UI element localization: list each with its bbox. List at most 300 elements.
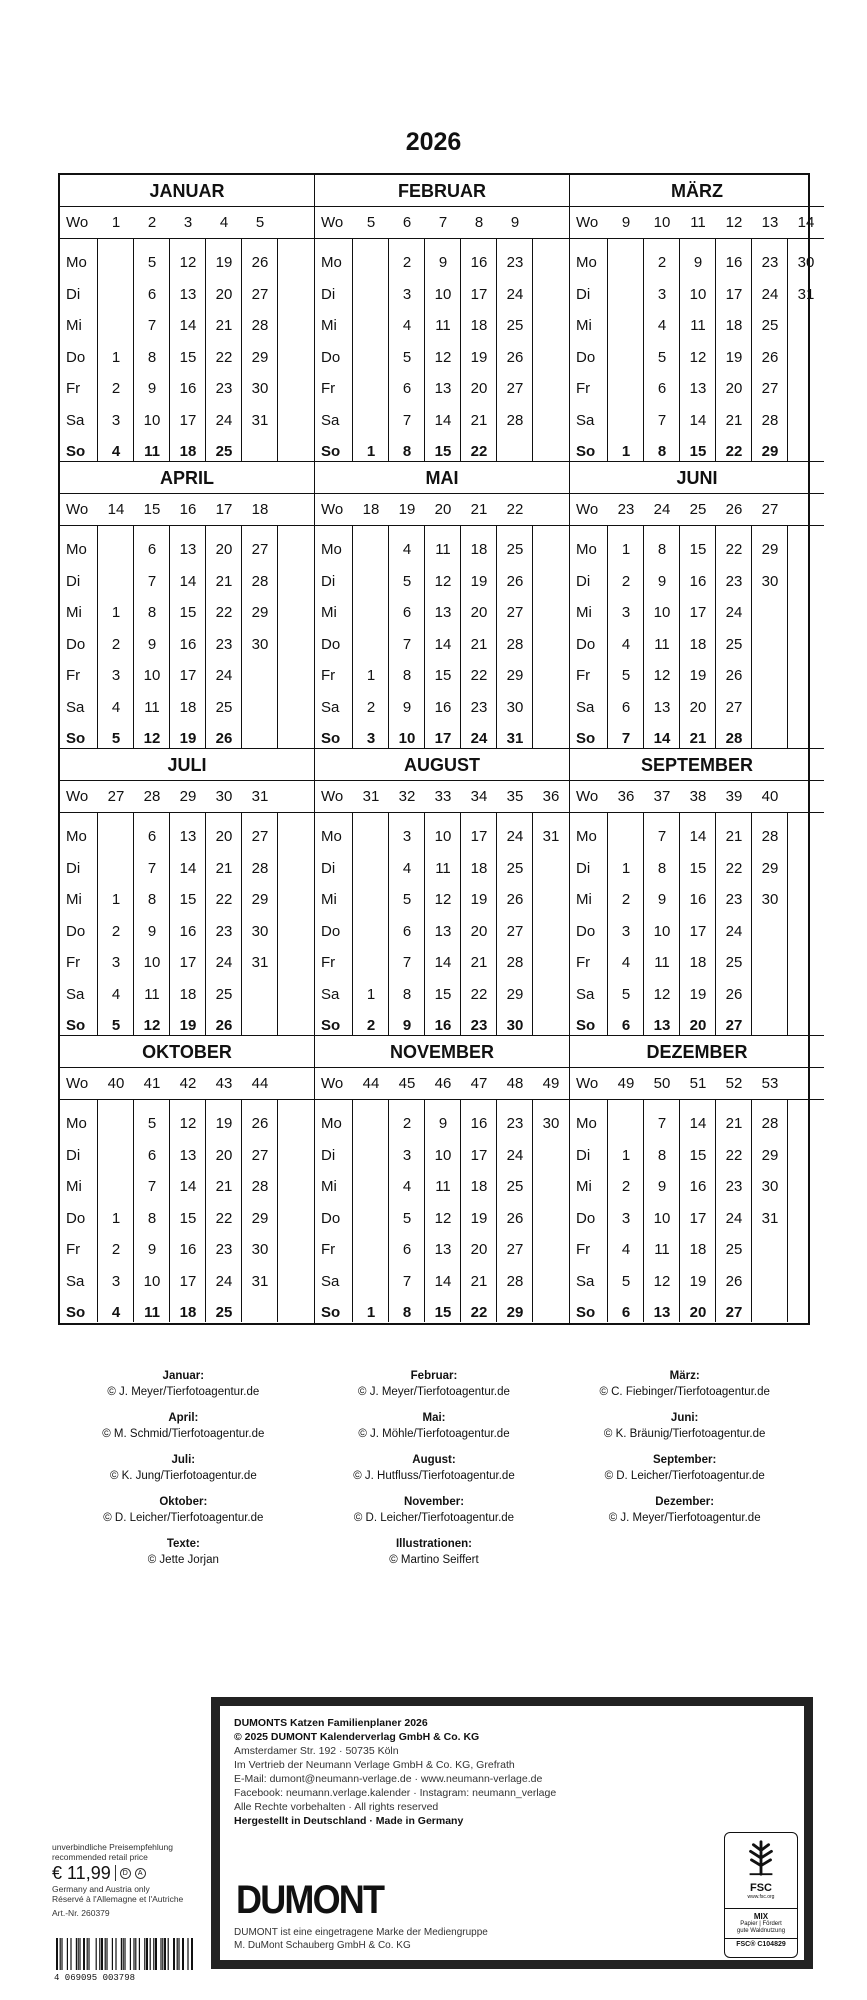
day-number: 6 <box>402 604 412 622</box>
day-number: 7 <box>657 411 667 429</box>
week-label: Wo <box>66 788 89 805</box>
month-block <box>570 1036 824 1323</box>
week-number: 24 <box>653 501 671 518</box>
weekday-label: Di <box>576 1146 591 1164</box>
weekday-row <box>315 566 569 598</box>
day-number: 30 <box>761 891 779 909</box>
month-block <box>60 462 315 749</box>
day-number: 18 <box>689 1241 707 1259</box>
day-number: 4 <box>111 985 121 1003</box>
day-number: 15 <box>434 443 452 461</box>
day-number: 12 <box>434 891 452 909</box>
weekday-label: Sa <box>321 1272 340 1290</box>
weekday-label: Sa <box>576 698 595 716</box>
day-number: 15 <box>689 1146 707 1164</box>
day-number: 27 <box>725 1304 743 1322</box>
week-number: 11 <box>690 214 706 231</box>
week-number: 1 <box>111 214 121 231</box>
day-number: 28 <box>761 828 779 846</box>
day-number: 1 <box>366 985 376 1003</box>
day-number: 5 <box>111 730 121 748</box>
barcode-bar <box>135 1938 136 1970</box>
weekday-row <box>60 660 314 692</box>
day-number: 12 <box>434 1209 452 1227</box>
week-number: 36 <box>542 788 560 805</box>
weekday-label: Mo <box>321 1115 342 1133</box>
week-number: 33 <box>434 788 452 805</box>
day-number: 31 <box>251 1272 269 1290</box>
day-number: 24 <box>506 828 524 846</box>
imprint-line: Facebook: neumann.verlage.kalender · Instagram: neumann_verlage <box>234 1787 557 1799</box>
day-number: 9 <box>402 1017 412 1035</box>
day-number: 7 <box>402 411 412 429</box>
day-number: 23 <box>725 572 743 590</box>
day-number: 13 <box>179 285 197 303</box>
day-number: 12 <box>179 1115 197 1133</box>
day-number: 3 <box>621 604 631 622</box>
day-number: 15 <box>179 891 197 909</box>
credit-label: Januar: <box>162 1370 205 1382</box>
day-number: 3 <box>111 667 121 685</box>
barcode-bar <box>99 1938 100 1970</box>
day-number: 6 <box>402 1241 412 1259</box>
day-number: 29 <box>506 667 524 685</box>
day-number: 14 <box>689 1115 707 1133</box>
barcode-bar <box>106 1938 107 1970</box>
week-number: 32 <box>398 788 416 805</box>
weekday-row <box>60 1234 314 1266</box>
weekday-label: Sa <box>66 411 85 429</box>
day-number: 21 <box>470 954 488 972</box>
day-number: 5 <box>147 254 157 272</box>
weekday-row <box>570 979 824 1011</box>
day-number: 26 <box>506 348 524 366</box>
day-number: 28 <box>506 954 524 972</box>
week-number: 13 <box>761 214 779 231</box>
credit-label: März: <box>669 1370 700 1382</box>
day-number: 24 <box>215 667 233 685</box>
trademark-line: DUMONT ist eine eingetragene Marke der Mediengruppe <box>234 1927 488 1938</box>
imprint-lines <box>234 1716 790 1828</box>
day-number: 13 <box>653 1017 671 1035</box>
day-number: 13 <box>179 828 197 846</box>
weekday-label: So <box>66 1017 86 1035</box>
day-number: 17 <box>179 411 197 429</box>
day-number: 9 <box>147 635 157 653</box>
day-number: 16 <box>689 1178 707 1196</box>
week-number: 26 <box>725 501 743 518</box>
weekday-label: Fr <box>321 954 336 972</box>
weekday-label: Do <box>576 348 596 366</box>
credit-label: November: <box>403 1496 465 1508</box>
day-number: 3 <box>621 1209 631 1227</box>
day-number: 29 <box>761 1146 779 1164</box>
credit-label: Texte: <box>166 1538 200 1550</box>
day-number: 19 <box>689 985 707 1003</box>
day-number: 26 <box>725 667 743 685</box>
day-number: 17 <box>689 1209 707 1227</box>
barcode-bar <box>150 1938 151 1970</box>
day-number: 27 <box>506 604 524 622</box>
barcode-bar <box>153 1938 154 1970</box>
credit-item <box>309 1410 560 1442</box>
weekday-row <box>60 279 314 311</box>
credit-item <box>559 1452 810 1484</box>
week-number: 4 <box>219 214 229 231</box>
day-number: 5 <box>147 1115 157 1133</box>
day-number: 8 <box>402 443 412 461</box>
weekday-label: So <box>576 443 596 461</box>
day-number: 12 <box>689 348 707 366</box>
weekday-row <box>60 1140 314 1172</box>
day-number: 22 <box>725 1146 743 1164</box>
weekday-label: So <box>66 730 86 748</box>
weekday-label: Sa <box>576 985 595 1003</box>
day-number: 23 <box>215 380 233 398</box>
price-row <box>52 1862 202 1884</box>
barcode-bar <box>187 1938 188 1970</box>
month-title: NOVEMBER <box>315 1036 569 1068</box>
weekday-label: Mi <box>321 891 337 909</box>
weekday-label: Mo <box>321 541 342 559</box>
price-region: Germany and Austria only <box>52 1884 150 1894</box>
day-number: 18 <box>689 954 707 972</box>
day-number: 25 <box>506 859 524 877</box>
weekday-label: Do <box>66 922 86 940</box>
weekday-label: Mi <box>576 317 592 335</box>
day-number: 15 <box>179 604 197 622</box>
weekday-label: Mo <box>66 828 87 846</box>
day-number: 26 <box>251 1115 269 1133</box>
day-number: 8 <box>657 541 667 559</box>
day-number: 7 <box>621 730 631 748</box>
weekday-row <box>315 247 569 279</box>
day-number: 10 <box>434 285 452 303</box>
day-number: 25 <box>215 443 233 461</box>
day-number: 3 <box>402 828 412 846</box>
month-block <box>315 462 570 749</box>
day-number: 30 <box>797 254 815 272</box>
week-number-row <box>570 1068 824 1100</box>
day-number: 8 <box>657 859 667 877</box>
week-number-row <box>315 494 569 526</box>
weekday-label: Mi <box>66 891 82 909</box>
weekday-row <box>60 310 314 342</box>
weekday-label: Mi <box>66 604 82 622</box>
day-number: 19 <box>470 891 488 909</box>
day-number: 6 <box>147 541 157 559</box>
imprint-line: Alle Rechte vorbehalten · All rights reserved <box>234 1801 439 1813</box>
week-number: 3 <box>183 214 193 231</box>
day-number: 26 <box>725 985 743 1003</box>
weekday-label: Mi <box>576 891 592 909</box>
credit-label: April: <box>168 1412 199 1424</box>
day-number: 27 <box>506 380 524 398</box>
barcode-bar <box>96 1938 97 1970</box>
day-number: 30 <box>542 1115 560 1133</box>
weekday-row <box>60 692 314 724</box>
day-number: 6 <box>402 922 412 940</box>
week-number-row <box>60 1068 314 1100</box>
barcode-bar <box>123 1938 124 1970</box>
day-number: 16 <box>179 380 197 398</box>
weekday-label: Di <box>66 285 81 303</box>
month-title: APRIL <box>60 462 314 494</box>
credit-label: Juli: <box>171 1454 196 1466</box>
weekday-row <box>315 534 569 566</box>
weekday-row <box>60 342 314 374</box>
weekday-label: Fr <box>66 1241 81 1259</box>
barcode <box>52 1938 200 1982</box>
barcode-bar <box>121 1938 122 1970</box>
week-number: 36 <box>617 788 635 805</box>
weekday-row <box>315 884 569 916</box>
day-number: 31 <box>251 954 269 972</box>
day-number: 11 <box>144 698 160 716</box>
weekday-label: Fr <box>321 667 336 685</box>
day-number: 8 <box>147 891 157 909</box>
day-number: 20 <box>470 380 488 398</box>
day-number: 16 <box>179 922 197 940</box>
day-number: 23 <box>215 635 233 653</box>
day-number: 11 <box>435 1178 451 1196</box>
week-label: Wo <box>576 1075 599 1092</box>
weekday-label: Mo <box>66 541 87 559</box>
weekday-label: Mi <box>66 317 82 335</box>
day-number: 22 <box>470 667 488 685</box>
day-number: 9 <box>147 1241 157 1259</box>
week-label: Wo <box>321 788 344 805</box>
day-number: 22 <box>215 891 233 909</box>
day-number: 7 <box>402 1272 412 1290</box>
day-number: 19 <box>725 348 743 366</box>
day-number: 20 <box>725 380 743 398</box>
day-number: 4 <box>402 859 412 877</box>
day-number: 20 <box>689 1304 707 1322</box>
day-number: 12 <box>434 348 452 366</box>
day-number: 16 <box>179 1241 197 1259</box>
day-number: 17 <box>179 954 197 972</box>
barcode-number: 4 069095 003798 <box>54 1973 136 1982</box>
day-number: 6 <box>147 1146 157 1164</box>
day-number: 7 <box>402 635 412 653</box>
day-number: 12 <box>179 254 197 272</box>
weekday-label: Fr <box>66 380 81 398</box>
weekday-label: Mo <box>321 254 342 272</box>
week-number: 7 <box>438 214 448 231</box>
day-number: 10 <box>689 285 707 303</box>
day-number: 6 <box>621 698 631 716</box>
day-number: 20 <box>215 1146 233 1164</box>
weekday-label: Di <box>576 572 591 590</box>
credit-item <box>58 1536 309 1568</box>
day-number: 26 <box>215 730 233 748</box>
day-number: 21 <box>725 411 743 429</box>
day-number: 18 <box>179 1304 197 1322</box>
day-number: 5 <box>621 667 631 685</box>
week-number: 5 <box>255 214 265 231</box>
barcode-bar <box>160 1938 161 1970</box>
week-label: Wo <box>66 1075 89 1092</box>
day-number: 11 <box>654 1241 670 1259</box>
day-number: 19 <box>470 572 488 590</box>
weekday-row <box>60 597 314 629</box>
weekday-label: So <box>321 443 341 461</box>
month-title: DEZEMBER <box>570 1036 824 1068</box>
day-number: 22 <box>215 1209 233 1227</box>
week-number: 40 <box>107 1075 125 1092</box>
weekday-label: Do <box>576 1209 596 1227</box>
week-number-row <box>60 494 314 526</box>
day-number: 19 <box>215 254 233 272</box>
week-number: 41 <box>143 1075 161 1092</box>
day-number: 7 <box>657 1115 667 1133</box>
day-number: 3 <box>111 1272 121 1290</box>
weekday-row <box>60 1266 314 1298</box>
day-number: 22 <box>470 443 488 461</box>
day-number: 11 <box>435 859 451 877</box>
week-label: Wo <box>66 501 89 518</box>
day-number: 30 <box>251 1241 269 1259</box>
weekday-label: So <box>321 1017 341 1035</box>
week-number: 6 <box>402 214 412 231</box>
weekday-row <box>315 342 569 374</box>
day-number: 24 <box>725 922 743 940</box>
day-number: 8 <box>657 1146 667 1164</box>
day-number: 18 <box>470 1178 488 1196</box>
day-number: 19 <box>215 1115 233 1133</box>
week-label: Wo <box>576 788 599 805</box>
day-number: 15 <box>434 985 452 1003</box>
day-number: 21 <box>215 317 233 335</box>
credit-item <box>309 1494 560 1526</box>
day-number: 27 <box>251 541 269 559</box>
day-number: 14 <box>434 411 452 429</box>
day-number: 2 <box>366 698 376 716</box>
day-number: 19 <box>689 1272 707 1290</box>
day-number: 13 <box>689 380 707 398</box>
day-number: 18 <box>470 317 488 335</box>
barcode-bar <box>61 1938 62 1970</box>
day-number: 20 <box>215 541 233 559</box>
weekday-label: Do <box>321 348 341 366</box>
day-number: 21 <box>470 411 488 429</box>
week-number-row <box>570 494 824 526</box>
day-number: 14 <box>179 317 197 335</box>
day-number: 25 <box>215 1304 233 1322</box>
weekday-row <box>570 1266 824 1298</box>
day-number: 11 <box>435 317 451 335</box>
day-number: 7 <box>657 828 667 846</box>
day-number: 25 <box>215 698 233 716</box>
day-number: 28 <box>251 1178 269 1196</box>
barcode-bar <box>83 1938 85 1970</box>
day-number: 31 <box>251 411 269 429</box>
barcode-bar <box>88 1938 89 1970</box>
day-number: 26 <box>725 1272 743 1290</box>
day-number: 30 <box>251 922 269 940</box>
week-number: 27 <box>761 501 779 518</box>
day-number: 19 <box>179 730 197 748</box>
month-block <box>60 1036 315 1323</box>
week-number: 18 <box>251 501 269 518</box>
credit-label: Juni: <box>670 1412 699 1424</box>
weekday-row <box>315 692 569 724</box>
week-number: 23 <box>617 501 635 518</box>
day-number: 31 <box>542 828 560 846</box>
weekday-row <box>315 1140 569 1172</box>
weekday-label: Fr <box>321 1241 336 1259</box>
day-number: 2 <box>366 1017 376 1035</box>
day-number: 28 <box>725 730 743 748</box>
day-number: 3 <box>111 411 121 429</box>
day-number: 21 <box>215 859 233 877</box>
day-number: 25 <box>725 635 743 653</box>
weekday-label: Di <box>321 1146 336 1164</box>
day-number: 17 <box>470 828 488 846</box>
weekday-row <box>60 916 314 948</box>
weekday-label: Fr <box>576 380 591 398</box>
weekday-row <box>60 947 314 979</box>
day-number: 15 <box>434 1304 452 1322</box>
day-number: 28 <box>761 411 779 429</box>
day-number: 20 <box>470 604 488 622</box>
weekday-label: Fr <box>66 667 81 685</box>
week-number: 42 <box>179 1075 197 1092</box>
barcode-bar <box>144 1938 145 1970</box>
weekday-label: Fr <box>576 954 591 972</box>
weekday-label: Do <box>321 922 341 940</box>
day-number: 3 <box>621 922 631 940</box>
day-number: 12 <box>653 1272 671 1290</box>
day-number: 12 <box>434 572 452 590</box>
day-number: 10 <box>143 411 161 429</box>
day-number: 23 <box>506 1115 524 1133</box>
day-number: 20 <box>470 1241 488 1259</box>
week-number: 9 <box>510 214 520 231</box>
day-number: 13 <box>434 380 452 398</box>
weekday-row <box>315 597 569 629</box>
day-number: 27 <box>761 380 779 398</box>
day-number: 14 <box>689 411 707 429</box>
weekday-label: Di <box>321 572 336 590</box>
day-number: 13 <box>179 541 197 559</box>
week-number: 14 <box>797 214 815 231</box>
weekday-row <box>570 916 824 948</box>
day-number: 17 <box>179 667 197 685</box>
day-number: 26 <box>506 572 524 590</box>
day-number: 21 <box>215 1178 233 1196</box>
day-number: 1 <box>111 604 121 622</box>
weekday-row <box>570 279 824 311</box>
day-number: 24 <box>506 1146 524 1164</box>
day-number: 30 <box>761 1178 779 1196</box>
weekday-label: Mi <box>576 1178 592 1196</box>
barcode-bar <box>164 1938 166 1970</box>
week-number: 31 <box>362 788 380 805</box>
credit-item <box>309 1536 560 1568</box>
day-number: 2 <box>621 1178 631 1196</box>
day-number: 4 <box>621 635 631 653</box>
day-number: 13 <box>434 604 452 622</box>
day-number: 1 <box>366 667 376 685</box>
day-number: 16 <box>725 254 743 272</box>
weekday-label: Di <box>576 285 591 303</box>
day-number: 11 <box>654 954 670 972</box>
day-number: 17 <box>470 1146 488 1164</box>
week-label: Wo <box>321 501 344 518</box>
weekday-row <box>60 1297 314 1329</box>
